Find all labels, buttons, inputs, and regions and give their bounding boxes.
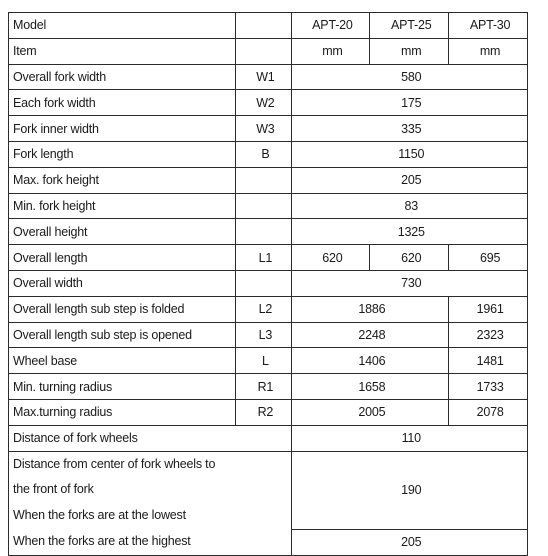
row-code: R1 [236, 374, 291, 400]
row-code: L [236, 348, 291, 374]
row-value-apt-30: 1733 [449, 374, 528, 400]
table-row-fork-wheels [9, 425, 528, 451]
table-row-item [9, 38, 528, 64]
row-value: 335 [291, 116, 527, 142]
row-value-apt-20-25: 2248 [291, 322, 449, 348]
model-apt-20: APT-20 [291, 13, 370, 39]
table-row [9, 296, 528, 322]
row-value: 1325 [291, 219, 527, 245]
row-value-apt-20-25: 2005 [291, 399, 449, 425]
unit-cell: mm [449, 38, 528, 64]
row-label: Max. fork height [9, 167, 236, 193]
table-row-model [9, 13, 528, 39]
fork-highest-value: 205 [291, 529, 527, 555]
row-value-apt-30: 1481 [449, 348, 528, 374]
fork-center-line: When the forks are at the lowest [13, 508, 186, 523]
table-row [9, 64, 528, 90]
row-label: Overall height [9, 219, 236, 245]
model-apt-30: APT-30 [449, 13, 528, 39]
table-row [9, 167, 528, 193]
fork-lowest-value: 190 [291, 451, 527, 529]
fork-wheels-distance-label: Distance of fork wheels [9, 425, 292, 451]
row-label: Overall length sub step is folded [9, 296, 236, 322]
row-value: 83 [291, 193, 527, 219]
row-value-apt-20-25: 1658 [291, 374, 449, 400]
row-value: 580 [291, 64, 527, 90]
model-apt-25: APT-25 [370, 13, 449, 39]
row-code: R2 [236, 399, 291, 425]
row-value-apt-20-25: 1886 [291, 296, 449, 322]
row-code: W3 [236, 116, 291, 142]
row-code [236, 219, 291, 245]
row-code [236, 270, 291, 296]
row-value: 205 [291, 167, 527, 193]
row-code [236, 193, 291, 219]
table-row [9, 219, 528, 245]
table-row [9, 245, 528, 271]
code-cell [236, 13, 291, 39]
table-row [9, 141, 528, 167]
row-code [236, 167, 291, 193]
fork-center-label [9, 451, 292, 555]
row-label: Max.turning radius [9, 399, 236, 425]
row-label: Fork inner width [9, 116, 236, 142]
row-value-apt-30: 1961 [449, 296, 528, 322]
row-value-apt-30: 695 [449, 245, 528, 271]
table-row-fork-center [9, 451, 528, 529]
item-label: Item [9, 38, 236, 64]
unit-cell: mm [370, 38, 449, 64]
row-label: Each fork width [9, 90, 236, 116]
table-row [9, 193, 528, 219]
row-label: Wheel base [9, 348, 236, 374]
fork-wheels-distance-value: 110 [291, 425, 527, 451]
row-label: Min. fork height [9, 193, 236, 219]
model-label: Model [9, 13, 236, 39]
row-value: 730 [291, 270, 527, 296]
row-code: L1 [236, 245, 291, 271]
row-label: Overall width [9, 270, 236, 296]
row-label: Overall length [9, 245, 236, 271]
row-label: Fork length [9, 141, 236, 167]
table-row [9, 348, 528, 374]
row-label: Overall fork width [9, 64, 236, 90]
row-code: B [236, 141, 291, 167]
row-value-apt-30: 2078 [449, 399, 528, 425]
row-code: W2 [236, 90, 291, 116]
row-code: L2 [236, 296, 291, 322]
row-value: 175 [291, 90, 527, 116]
code-cell [236, 38, 291, 64]
row-value-apt-20-25: 1406 [291, 348, 449, 374]
table-row [9, 90, 528, 116]
row-code: L3 [236, 322, 291, 348]
fork-center-line: the front of fork [13, 482, 94, 497]
table-row [9, 270, 528, 296]
table-row [9, 322, 528, 348]
row-value-apt-30: 2323 [449, 322, 528, 348]
fork-center-line: Distance from center of fork wheels to [13, 456, 216, 471]
table-row [9, 399, 528, 425]
spec-table [8, 12, 528, 556]
unit-cell: mm [291, 38, 370, 64]
table-row [9, 116, 528, 142]
row-label: Overall length sub step is opened [9, 322, 236, 348]
table-row [9, 374, 528, 400]
row-value: 1150 [291, 141, 527, 167]
row-value-apt-25: 620 [370, 245, 449, 271]
row-code: W1 [236, 64, 291, 90]
fork-center-line: When the forks are at the highest [13, 533, 191, 548]
row-label: Min. turning radius [9, 374, 236, 400]
row-value-apt-20: 620 [291, 245, 370, 271]
